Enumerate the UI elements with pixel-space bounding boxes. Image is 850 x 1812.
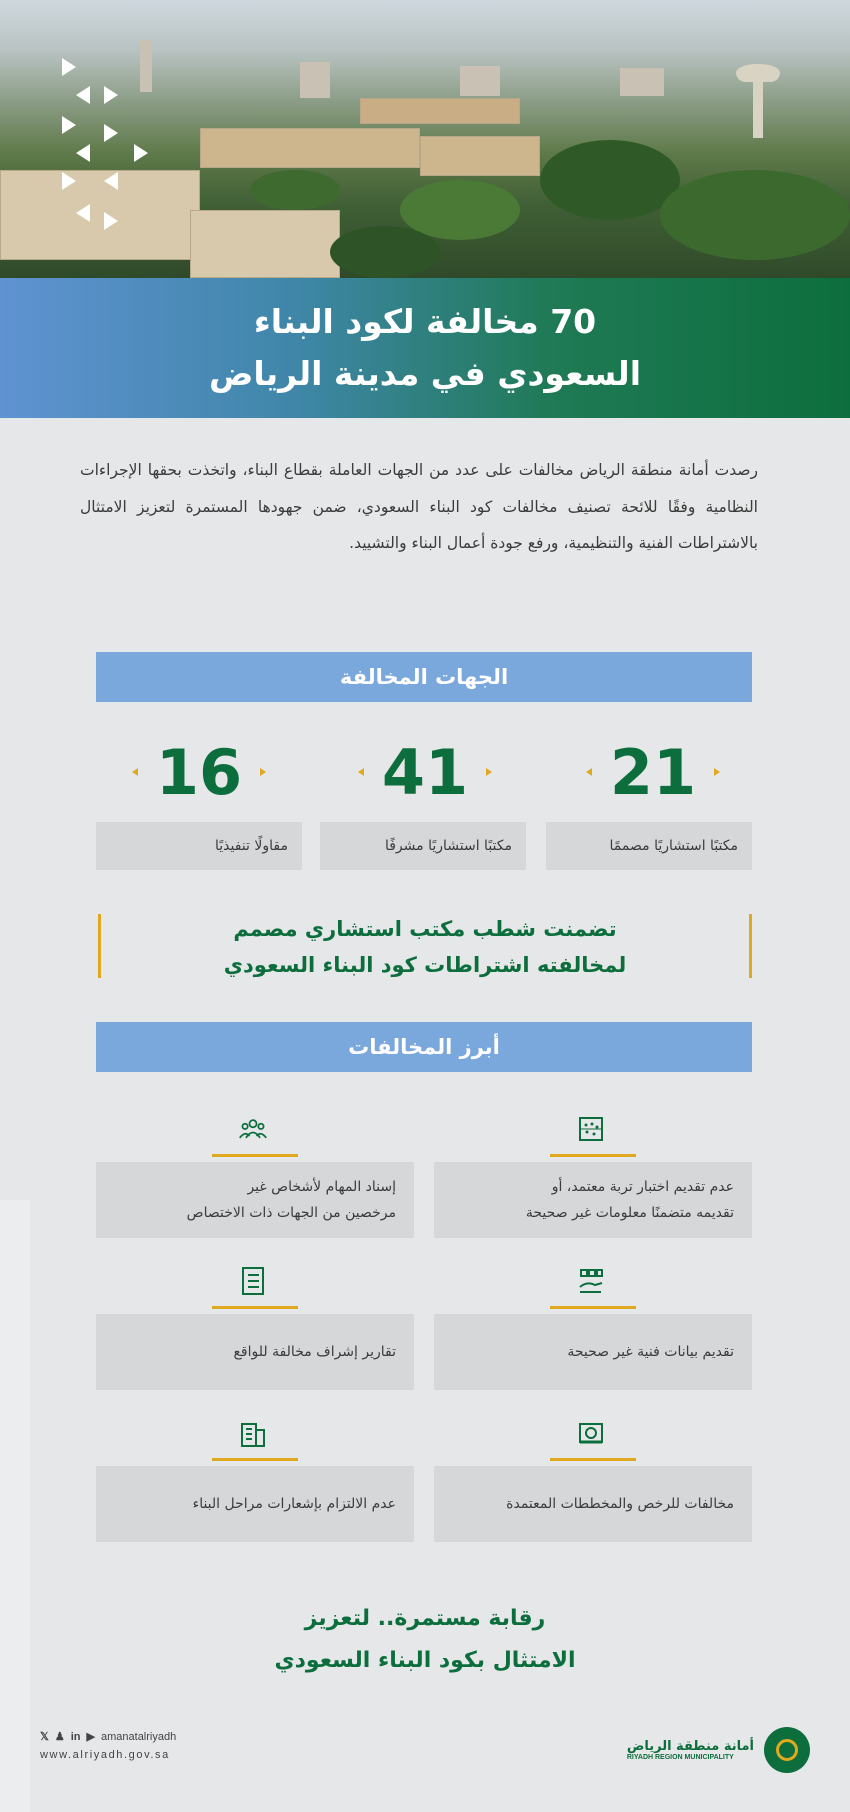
title-line-2: السعودي في مدينة الرياض: [209, 354, 642, 393]
arrow-left-icon: [104, 172, 118, 190]
callout-note: [98, 906, 752, 988]
stat-designer-offices: [546, 736, 760, 808]
logo-arabic: أمانة منطقة الرياض: [626, 1739, 754, 1754]
violation-card: [434, 1466, 752, 1542]
snapchat-icon[interactable]: ♟: [54, 1731, 65, 1743]
x-icon[interactable]: 𝕏: [40, 1731, 49, 1743]
violation-card: [96, 1314, 414, 1390]
violation-card: [96, 1466, 414, 1542]
arrow-right-icon: [62, 58, 76, 76]
closing-line-2: الامتثال بكود البناء السعودي: [274, 1648, 576, 1673]
violation-text: عدم تقديم اختبار تربة معتمد، أو: [551, 1179, 734, 1195]
triangle-icon: [260, 768, 266, 776]
report-checklist-icon: [238, 1266, 268, 1296]
stat-value: 41: [381, 735, 469, 809]
triangle-icon: [586, 768, 592, 776]
people-icon: [238, 1114, 268, 1144]
arrow-right-icon: [104, 212, 118, 230]
triangle-icon: [358, 768, 364, 776]
triangle-icon: [132, 768, 138, 776]
closing-line-1: رقابة مستمرة.. لتعزيز: [304, 1606, 546, 1631]
emblem-icon: [764, 1727, 810, 1773]
linkedin-icon[interactable]: in: [70, 1730, 81, 1743]
violation-text: تقديمه متضمنًا معلومات غير صحيحة: [525, 1205, 734, 1221]
footer-social: [40, 1730, 300, 1761]
lead-paragraph: رصدت أمانة منطقة الرياض مخالفات على عدد من الجهات العاملة بقطاع البناء، واتخذت بحقها الإجراءات النظامية وفقًا للائحة تصنيف مخالفات كود البناء السعودي، ضمن جهودها المستمرة لتعزيز الامتثال بالاشتراطات الفنية والتنظيمية، ورفع جودة أعمال البناء والتشييد.: [80, 461, 758, 552]
youtube-icon[interactable]: ▶: [86, 1731, 95, 1743]
stat-label: مكتبًا استشاريًا مشرفًا: [320, 822, 526, 870]
section-header-violators: الجهات المخالفة: [96, 652, 752, 702]
social-handle[interactable]: amanatalriyadh: [101, 1730, 177, 1743]
website-link[interactable]: www.alriyadh.gov.sa: [40, 1749, 170, 1761]
arrow-left-icon: [76, 86, 90, 104]
license-plan-icon: [576, 1418, 606, 1448]
violation-text: مرخصين من الجهات ذات الاختصاص: [186, 1205, 396, 1221]
violation-card: [434, 1314, 752, 1390]
title-banner: [0, 278, 850, 418]
stat-value: 16: [155, 735, 243, 809]
municipality-logo: [610, 1722, 810, 1778]
callout-line-2: لمخالفته اشتراطات كود البناء السعودي: [223, 953, 627, 977]
violation-text: تقديم بيانات فنية غير صحيحة: [567, 1344, 734, 1360]
violation-text: مخالفات للرخص والمخططات المعتمدة: [506, 1496, 734, 1512]
stat-value: 21: [609, 735, 697, 809]
arrow-right-icon: [62, 172, 76, 190]
arrow-right-icon: [62, 116, 76, 134]
callout-line-1: تضمنت شطب مكتب استشاري مصمم: [233, 917, 617, 941]
violation-text: تقارير إشراف مخالفة للواقع: [233, 1344, 396, 1360]
stat-label: مكتبًا استشاريًا مصممًا: [546, 822, 752, 870]
arrow-right-icon: [134, 144, 148, 162]
violation-text: عدم الالتزام بإشعارات مراحل البناء: [192, 1496, 396, 1512]
violation-card: [434, 1162, 752, 1238]
violation-text: إسناد المهام لأشخاص غير: [247, 1179, 396, 1195]
section-header-top-violations: أبرز المخالفات: [96, 1022, 752, 1072]
hero-city-photo: [0, 0, 850, 278]
technical-data-icon: [576, 1266, 606, 1296]
violation-card: [96, 1162, 414, 1238]
closing-message: [0, 1590, 850, 1690]
title-line-1: 70 مخالفة لكود البناء: [253, 302, 597, 341]
arrow-right-icon: [104, 86, 118, 104]
arrow-left-icon: [76, 204, 90, 222]
building-icon: [238, 1418, 268, 1448]
arrow-left-icon: [76, 144, 90, 162]
stat-label: مقاولًا تنفيذيًا: [96, 822, 302, 870]
arrow-right-icon: [104, 124, 118, 142]
stat-supervisor-offices: [318, 736, 532, 808]
logo-english: RIYADH REGION MUNICIPALITY: [626, 1754, 734, 1761]
triangle-icon: [714, 768, 720, 776]
soil-test-icon: [576, 1114, 606, 1144]
triangle-icon: [486, 768, 492, 776]
stat-contractors: [92, 736, 306, 808]
